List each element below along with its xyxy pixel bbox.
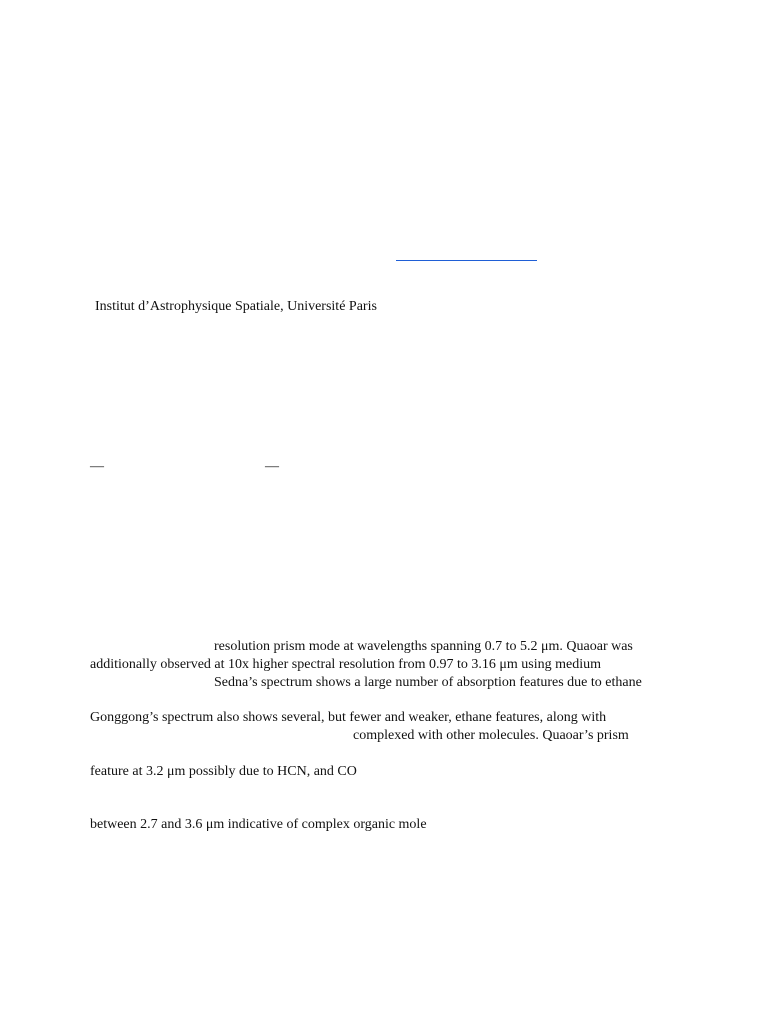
em-dash-left: —	[90, 459, 104, 474]
abstract-line-6: feature at 3.2 μm possibly due to HCN, and CO	[90, 764, 357, 779]
author-affiliation: Institut d’Astrophysique Spatiale, Université Paris	[95, 299, 377, 314]
hyperlink-underline[interactable]	[396, 260, 537, 261]
abstract-line-5: complexed with other molecules. Quaoar’s prism	[353, 728, 629, 743]
abstract-line-7: between 2.7 and 3.6 μm indicative of complex organic mole	[90, 817, 427, 832]
abstract-line-1: resolution prism mode at wavelengths spanning 0.7 to 5.2 μm. Quaoar was	[214, 639, 633, 654]
abstract-line-4: Gonggong’s spectrum also shows several, but fewer and weaker, ethane features, along with	[90, 710, 607, 725]
em-dash-right: —	[265, 459, 279, 474]
abstract-line-3: Sedna’s spectrum shows a large number of absorption features due to ethane	[214, 675, 642, 690]
abstract-line-2: additionally observed at 10x higher spectral resolution from 0.97 to 3.16 μm using medium	[90, 657, 602, 672]
